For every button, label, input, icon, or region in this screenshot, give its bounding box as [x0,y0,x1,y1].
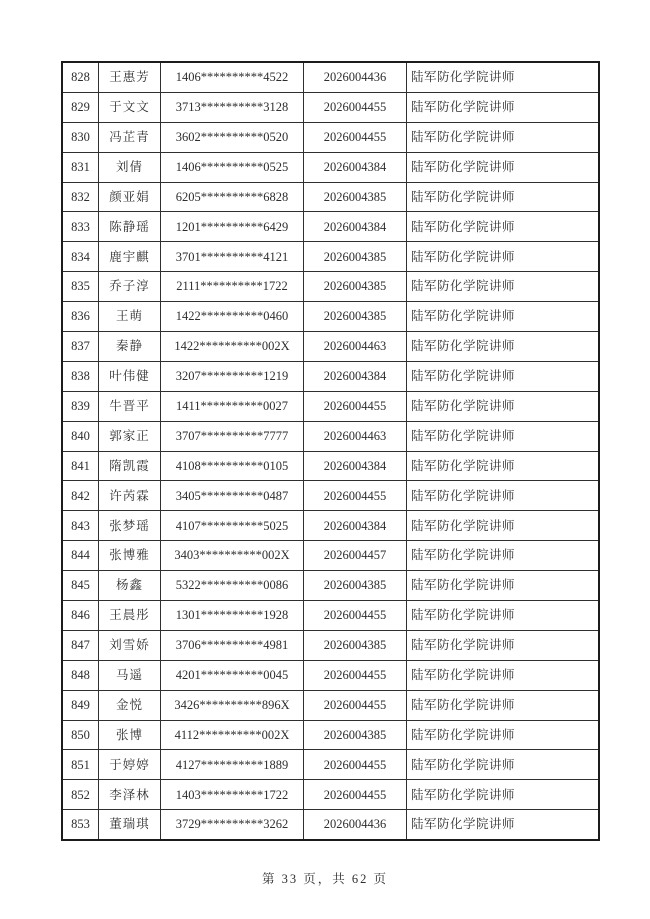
table-row [62,92,599,122]
cell-person-name: 于文文 [99,92,161,122]
cell-row-number: 846 [62,601,99,631]
cell-job-title: 陆军防化学院讲师 [407,750,600,780]
cell-masked-id: 3405**********0487 [161,481,304,511]
cell-code-number: 2026004455 [304,122,407,152]
cell-job-title: 陆军防化学院讲师 [407,690,600,720]
cell-row-number: 834 [62,242,99,272]
cell-row-number: 843 [62,511,99,541]
table-row [62,601,599,631]
table-row [62,810,599,840]
cell-code-number: 2026004455 [304,391,407,421]
cell-job-title: 陆军防化学院讲师 [407,122,600,152]
table-row [62,750,599,780]
cell-row-number: 837 [62,332,99,362]
table-row [62,332,599,362]
cell-job-title: 陆军防化学院讲师 [407,660,600,690]
cell-person-name: 牛晋平 [99,391,161,421]
cell-masked-id: 1406**********4522 [161,62,304,92]
cell-row-number: 835 [62,272,99,302]
cell-person-name: 秦静 [99,332,161,362]
cell-masked-id: 3713**********3128 [161,92,304,122]
cell-masked-id: 1422**********0460 [161,302,304,332]
cell-row-number: 851 [62,750,99,780]
table-row [62,391,599,421]
cell-masked-id: 1301**********1928 [161,601,304,631]
cell-masked-id: 1411**********0027 [161,391,304,421]
cell-code-number: 2026004385 [304,242,407,272]
cell-code-number: 2026004455 [304,750,407,780]
roster-table [61,61,600,841]
cell-row-number: 842 [62,481,99,511]
cell-code-number: 2026004384 [304,451,407,481]
table-row [62,481,599,511]
cell-masked-id: 3706**********4981 [161,630,304,660]
table-row [62,152,599,182]
cell-code-number: 2026004455 [304,660,407,690]
cell-masked-id: 4127**********1889 [161,750,304,780]
table-row [62,361,599,391]
cell-masked-id: 4107**********5025 [161,511,304,541]
cell-masked-id: 3602**********0520 [161,122,304,152]
cell-row-number: 840 [62,421,99,451]
cell-person-name: 颜亚娟 [99,182,161,212]
table-row [62,571,599,601]
cell-person-name: 刘雪娇 [99,630,161,660]
cell-masked-id: 1406**********0525 [161,152,304,182]
cell-person-name: 张博雅 [99,541,161,571]
cell-row-number: 833 [62,212,99,242]
cell-person-name: 隋凯霞 [99,451,161,481]
cell-code-number: 2026004455 [304,481,407,511]
cell-job-title: 陆军防化学院讲师 [407,182,600,212]
cell-job-title: 陆军防化学院讲师 [407,212,600,242]
cell-code-number: 2026004463 [304,421,407,451]
roster-table-body [62,62,599,840]
cell-code-number: 2026004385 [304,272,407,302]
cell-code-number: 2026004457 [304,541,407,571]
cell-job-title: 陆军防化学院讲师 [407,332,600,362]
table-row [62,182,599,212]
cell-person-name: 董瑞琪 [99,810,161,840]
cell-code-number: 2026004463 [304,332,407,362]
table-row [62,421,599,451]
cell-code-number: 2026004455 [304,780,407,810]
table-row [62,660,599,690]
cell-code-number: 2026004384 [304,152,407,182]
cell-job-title: 陆军防化学院讲师 [407,272,600,302]
cell-row-number: 848 [62,660,99,690]
cell-row-number: 844 [62,541,99,571]
cell-code-number: 2026004455 [304,92,407,122]
page-number-footer: 第 33 页，共 62 页 [261,872,388,886]
cell-person-name: 鹿宇麒 [99,242,161,272]
cell-row-number: 831 [62,152,99,182]
cell-row-number: 850 [62,720,99,750]
table-row [62,302,599,332]
cell-person-name: 许芮霖 [99,481,161,511]
cell-code-number: 2026004385 [304,182,407,212]
cell-code-number: 2026004384 [304,361,407,391]
cell-person-name: 马遥 [99,660,161,690]
cell-job-title: 陆军防化学院讲师 [407,421,600,451]
cell-masked-id: 3426**********896X [161,690,304,720]
table-row [62,242,599,272]
cell-masked-id: 4108**********0105 [161,451,304,481]
cell-masked-id: 4201**********0045 [161,660,304,690]
cell-code-number: 2026004384 [304,511,407,541]
table-row [62,122,599,152]
cell-job-title: 陆军防化学院讲师 [407,810,600,840]
cell-code-number: 2026004385 [304,571,407,601]
table-row [62,511,599,541]
cell-person-name: 乔子淳 [99,272,161,302]
table-row [62,690,599,720]
cell-masked-id: 3729**********3262 [161,810,304,840]
cell-code-number: 2026004385 [304,630,407,660]
cell-masked-id: 3701**********4121 [161,242,304,272]
cell-masked-id: 1422**********002X [161,332,304,362]
cell-row-number: 828 [62,62,99,92]
cell-masked-id: 3707**********7777 [161,421,304,451]
cell-job-title: 陆军防化学院讲师 [407,451,600,481]
cell-job-title: 陆军防化学院讲师 [407,242,600,272]
cell-job-title: 陆军防化学院讲师 [407,720,600,750]
cell-person-name: 陈静瑶 [99,212,161,242]
cell-code-number: 2026004384 [304,212,407,242]
cell-job-title: 陆军防化学院讲师 [407,152,600,182]
cell-job-title: 陆军防化学院讲师 [407,391,600,421]
cell-code-number: 2026004455 [304,690,407,720]
cell-row-number: 832 [62,182,99,212]
cell-job-title: 陆军防化学院讲师 [407,481,600,511]
cell-person-name: 张博 [99,720,161,750]
table-row [62,62,599,92]
cell-job-title: 陆军防化学院讲师 [407,361,600,391]
cell-row-number: 829 [62,92,99,122]
table-row [62,720,599,750]
cell-job-title: 陆军防化学院讲师 [407,541,600,571]
table-row [62,630,599,660]
cell-person-name: 冯芷青 [99,122,161,152]
cell-person-name: 金悦 [99,690,161,720]
cell-job-title: 陆军防化学院讲师 [407,92,600,122]
cell-row-number: 849 [62,690,99,720]
cell-code-number: 2026004455 [304,601,407,631]
cell-person-name: 叶伟健 [99,361,161,391]
cell-person-name: 张梦瑶 [99,511,161,541]
cell-masked-id: 3403**********002X [161,541,304,571]
table-row [62,451,599,481]
cell-job-title: 陆军防化学院讲师 [407,601,600,631]
cell-person-name: 王晨彤 [99,601,161,631]
cell-row-number: 830 [62,122,99,152]
cell-job-title: 陆军防化学院讲师 [407,302,600,332]
cell-job-title: 陆军防化学院讲师 [407,630,600,660]
cell-job-title: 陆军防化学院讲师 [407,780,600,810]
cell-masked-id: 3207**********1219 [161,361,304,391]
table-row [62,272,599,302]
cell-person-name: 杨鑫 [99,571,161,601]
cell-person-name: 王萌 [99,302,161,332]
cell-row-number: 852 [62,780,99,810]
cell-job-title: 陆军防化学院讲师 [407,571,600,601]
cell-row-number: 839 [62,391,99,421]
cell-row-number: 847 [62,630,99,660]
cell-masked-id: 1201**********6429 [161,212,304,242]
cell-row-number: 841 [62,451,99,481]
cell-job-title: 陆军防化学院讲师 [407,511,600,541]
cell-job-title: 陆军防化学院讲师 [407,62,600,92]
cell-masked-id: 1403**********1722 [161,780,304,810]
cell-masked-id: 5322**********0086 [161,571,304,601]
cell-person-name: 刘倩 [99,152,161,182]
cell-code-number: 2026004385 [304,302,407,332]
cell-masked-id: 4112**********002X [161,720,304,750]
cell-row-number: 836 [62,302,99,332]
cell-code-number: 2026004436 [304,62,407,92]
cell-masked-id: 2111**********1722 [161,272,304,302]
table-row [62,541,599,571]
cell-code-number: 2026004385 [304,720,407,750]
cell-row-number: 838 [62,361,99,391]
cell-person-name: 王惠芳 [99,62,161,92]
cell-masked-id: 6205**********6828 [161,182,304,212]
cell-person-name: 郭家正 [99,421,161,451]
cell-person-name: 于婷婷 [99,750,161,780]
cell-person-name: 李泽林 [99,780,161,810]
cell-row-number: 845 [62,571,99,601]
cell-row-number: 853 [62,810,99,840]
table-row [62,780,599,810]
table-row [62,212,599,242]
cell-code-number: 2026004436 [304,810,407,840]
